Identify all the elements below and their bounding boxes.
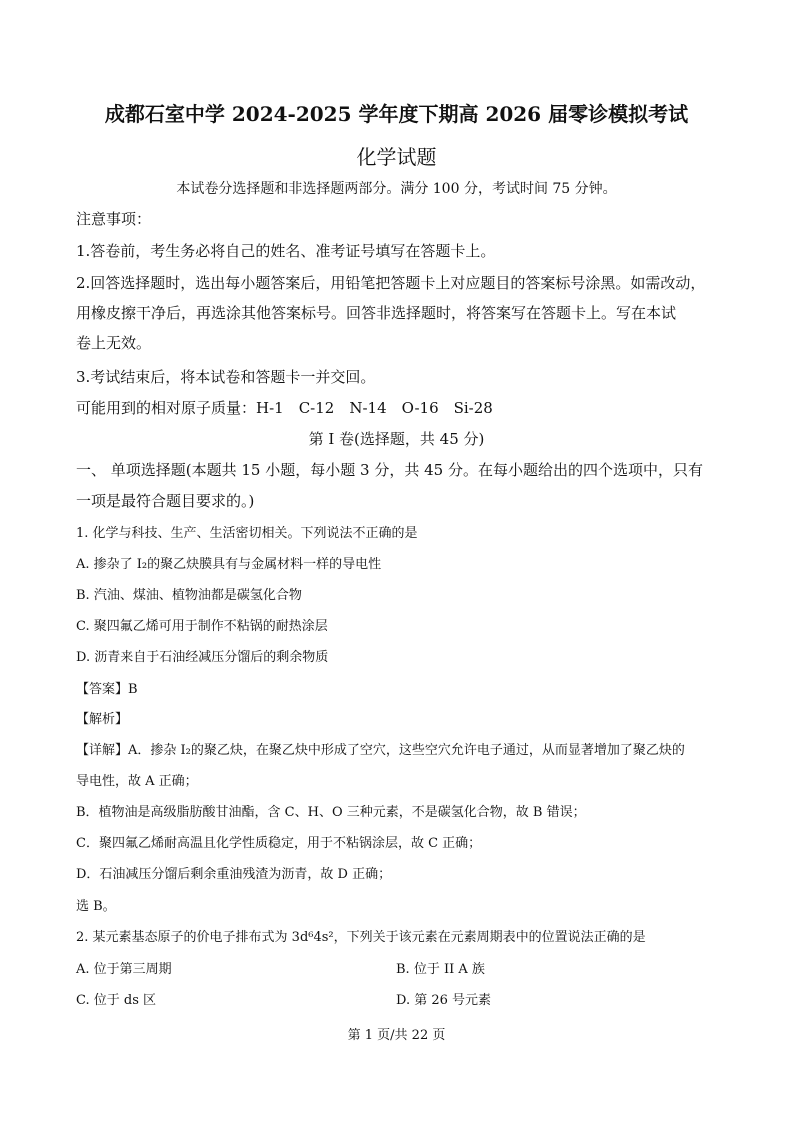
q1-answer: 【答案】B (76, 682, 138, 697)
note-2c: 卷上无效。 (76, 334, 152, 352)
section-title: 第 I 卷(选择题，共 45 分) (308, 430, 485, 448)
exam-subtitle: 化学试题 (356, 145, 437, 169)
q2-option-d: D. 第 26 号元素 (396, 993, 492, 1008)
page-footer: 第 1 页/共 22 页 (347, 1028, 446, 1043)
q2-option-a: A. 位于第三周期 (76, 962, 172, 977)
note-2a: 2.回答选择题时，选出每小题答案后，用铅笔把答题卡上对应题目的答案标号涂黑。如需改动， (76, 274, 706, 292)
q2-stem: 2. 某元素基态原子的价电子排布式为 3d⁶4s²，下列关于该元素在元素周期表中的位置说法正确的是 (76, 930, 646, 945)
q2-option-b: B. 位于 II A 族 (396, 962, 485, 977)
q1-option-a: A. 掺杂了 I₂的聚乙炔膜具有与金属材料一样的导电性 (76, 557, 382, 572)
exam-intro: 本试卷分选择题和非选择题两部分。满分 100 分，考试时间 75 分钟。 (176, 181, 617, 197)
q1-detail-e: D．石油减压分馏后剩余重油残渣为沥青，故 D 正确； (76, 867, 392, 882)
q1-conclusion: 选 B。 (76, 899, 116, 914)
q1-option-b: B. 汽油、煤油、植物油都是碳氢化合物 (76, 588, 302, 603)
q1-option-d: D. 沥青来自于石油经减压分馏后的剩余物质 (76, 650, 329, 665)
q1-detail-b: 导电性，故 A 正确； (76, 774, 198, 789)
section-desc-b: 一项是最符合题目要求的。) (76, 492, 255, 510)
q1-option-c: C. 聚四氟乙烯可用于制作不粘锅的耐热涂层 (76, 619, 328, 634)
section-desc-a: 一、 单项选择题(本题共 15 小题，每小题 3 分，共 45 分。在每小题给出的四个选项中，只有 (76, 461, 703, 479)
atomic-masses: 可能用到的相对原子质量：H-1 C-12 N-14 O-16 Si-28 (76, 399, 493, 417)
q1-detail-c: B．植物油是高级脂肪酸甘油酯，含 C、H、O 三种元素，不是碳氢化合物，故 B 错误； (76, 805, 586, 820)
note-1: 1.答卷前，考生务必将自己的姓名、准考证号填写在答题卡上。 (76, 242, 496, 260)
q1-detail-d: C．聚四氟乙烯耐高温且化学性质稳定，用于不粘锅涂层，故 C 正确； (76, 836, 482, 851)
exam-title: 成都石室中学 2024-2025 学年度下期高 2026 届零诊模拟考试 (104, 102, 689, 126)
q1-detail-a: 【详解】A．掺杂 I₂的聚乙炔，在聚乙炔中形成了空穴，这些空穴允许电子通过，从而显著增加了聚乙炔的 (76, 743, 685, 758)
note-2b: 用橡皮擦干净后，再选涂其他答案标号。回答非选择题时，将答案写在答题卡上。写在本试 (76, 304, 677, 322)
q2-option-c: C. 位于 ds 区 (76, 993, 157, 1008)
notes-heading: 注意事项： (76, 210, 152, 228)
q1-analysis: 【解析】 (76, 712, 129, 727)
note-3: 3.考试结束后，将本试卷和答题卡一并交回。 (76, 368, 376, 386)
q1-stem: 1. 化学与科技、生产、生活密切相关。下列说法不正确的是 (76, 526, 418, 541)
